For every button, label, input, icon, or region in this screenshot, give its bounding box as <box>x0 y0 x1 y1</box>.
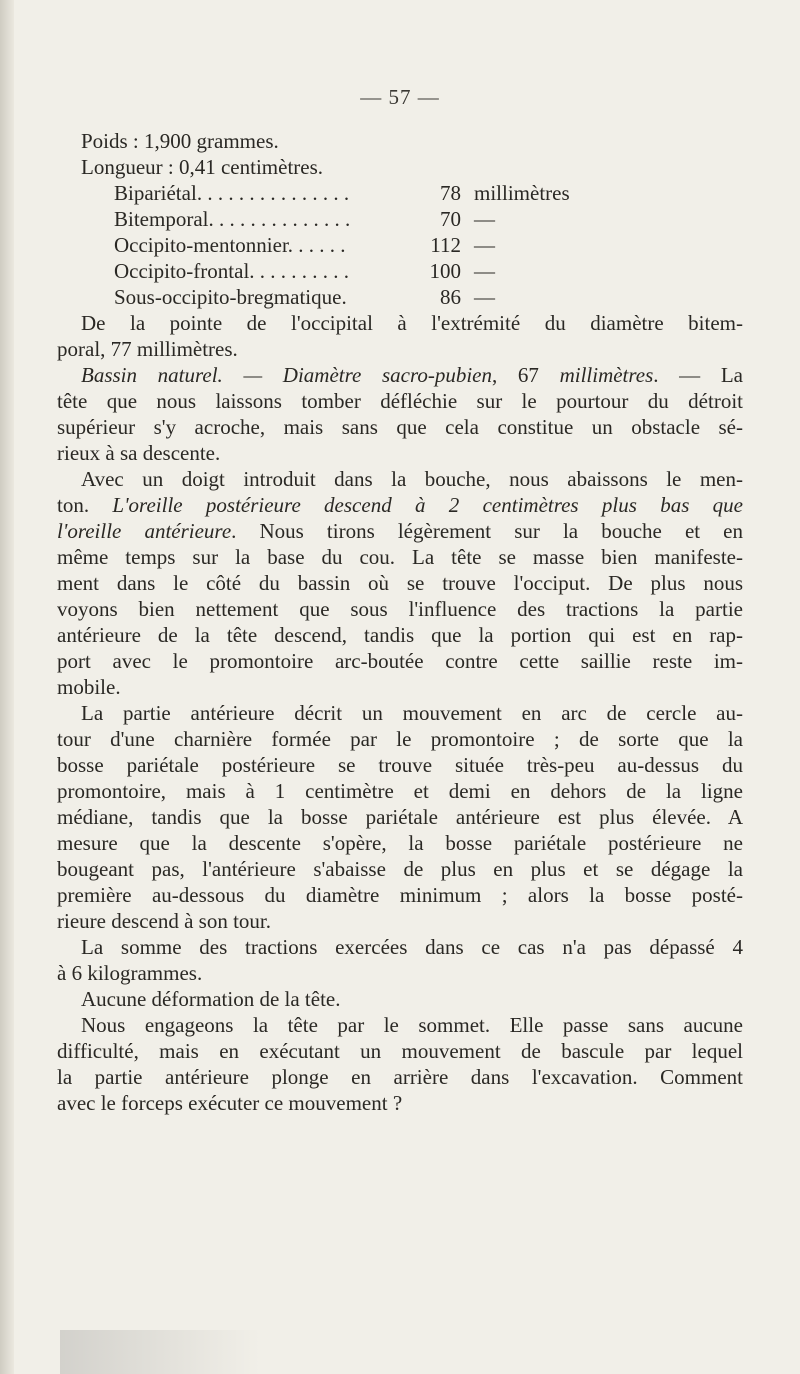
text-line: mobile. <box>57 675 121 699</box>
measurement-row <box>57 284 743 310</box>
text-line: tour d'une charnière formée par le promontoire ; de sorte que la <box>57 727 743 751</box>
text-line: difficulté, mais en exécutant un mouvement de bascule par lequel <box>57 1039 743 1063</box>
measurement-name: Bitemporal. . . . . . . . . . . . . . <box>114 207 351 231</box>
measurement-unit: millimètres <box>474 181 570 205</box>
measurement-value: 78 <box>440 181 461 205</box>
text-line: voyons bien nettement que sous l'influence des tractions la partie <box>57 597 743 621</box>
page-binding-edge <box>0 0 14 1374</box>
text-line: tête que nous laissons tomber défléchie sur le pourtour du détroit <box>57 389 743 413</box>
text-line: avec le forceps exécuter ce mouvement ? <box>57 1091 403 1115</box>
measurement-unit: — <box>474 259 495 283</box>
text-line: ment dans le côté du bassin où se trouve l'occiput. De plus nous <box>57 571 743 595</box>
page-text <box>57 128 743 1116</box>
measurement-value: 86 <box>440 285 461 309</box>
text-line: Aucune déformation de la tête. <box>81 987 341 1011</box>
measurement-row <box>57 206 743 232</box>
text-line: poral, 77 millimètres. <box>57 337 238 361</box>
text-line: La somme des tractions exercées dans ce cas n'a pas dépassé 4 <box>81 935 743 959</box>
measurement-value: 100 <box>429 259 461 283</box>
measurement-unit: — <box>474 233 495 257</box>
measurement-name: Bipariétal. . . . . . . . . . . . . . . <box>114 181 350 205</box>
measurement-unit: — <box>474 207 495 231</box>
text-line: De la pointe de l'occipital à l'extrémité du diamètre bitem- <box>81 311 743 335</box>
text-line: rieux à sa descente. <box>57 441 221 465</box>
text-line: Avec un doigt introduit dans la bouche, nous abaissons le men- <box>81 467 743 491</box>
measurement-row <box>57 232 743 258</box>
measurement-value: 70 <box>440 207 461 231</box>
text-line: Nous engageons la tête par le sommet. Elle passe sans aucune <box>81 1013 743 1037</box>
text-line: port avec le promontoire arc-boutée contre cette saillie reste im- <box>57 649 743 673</box>
page-number: — 57 — <box>360 85 440 109</box>
text-line: même temps sur la base du cou. La tête se masse bien manifeste- <box>57 545 743 569</box>
text-line: à 6 kilogrammes. <box>57 961 203 985</box>
measurement-name: Occipito-frontal. . . . . . . . . . <box>114 259 350 283</box>
text-line: promontoire, mais à 1 centimètre et demi en dehors de la ligne <box>57 779 743 803</box>
text-line: antérieure de la tête descend, tandis que la portion qui est en rap- <box>57 623 743 647</box>
text-line: ton. L'oreille postérieure descend à 2 centimètres plus bas que <box>57 493 743 517</box>
scan-shadow <box>60 1330 260 1374</box>
text-line: supérieur s'y acroche, mais sans que cela constitue un obstacle sé- <box>57 415 743 439</box>
length-line: Longueur : 0,41 centimètres. <box>81 155 324 179</box>
measurement-value: 112 <box>430 233 461 257</box>
measurement-row <box>57 258 743 284</box>
text-line: l'oreille antérieure. Nous tirons légèrement sur la bouche et en <box>57 519 744 543</box>
text-line: médiane, tandis que la bosse pariétale antérieure est plus élevée. A <box>57 805 743 829</box>
text-line: première au-dessous du diamètre minimum ; alors la bosse posté- <box>57 883 743 907</box>
text-line: la partie antérieure plonge en arrière dans l'excavation. Comment <box>57 1065 743 1089</box>
text-line: mesure que la descente s'opère, la bosse pariétale postérieure ne <box>57 831 743 855</box>
measurement-name: Sous-occipito-bregmatique. <box>114 285 347 309</box>
text-line: bougeant pas, l'antérieure s'abaisse de plus en plus et se dégage la <box>57 857 743 881</box>
measurement-unit: — <box>474 285 495 309</box>
measurement-list <box>57 180 743 310</box>
measurement-name: Occipito-mentonnier. . . . . . <box>114 233 346 257</box>
weight-line: Poids : 1,900 grammes. <box>81 129 279 153</box>
text-line: rieure descend à son tour. <box>57 909 272 933</box>
measurement-row <box>57 180 743 206</box>
text-line: Bassin naturel. — Diamètre sacro-pubien, 67 millimètres. — La <box>81 363 743 387</box>
text-line: bosse pariétale postérieure se trouve située très-peu au-dessus du <box>57 753 743 777</box>
text-line: La partie antérieure décrit un mouvement en arc de cercle au- <box>81 701 743 725</box>
body-text <box>57 310 743 1116</box>
